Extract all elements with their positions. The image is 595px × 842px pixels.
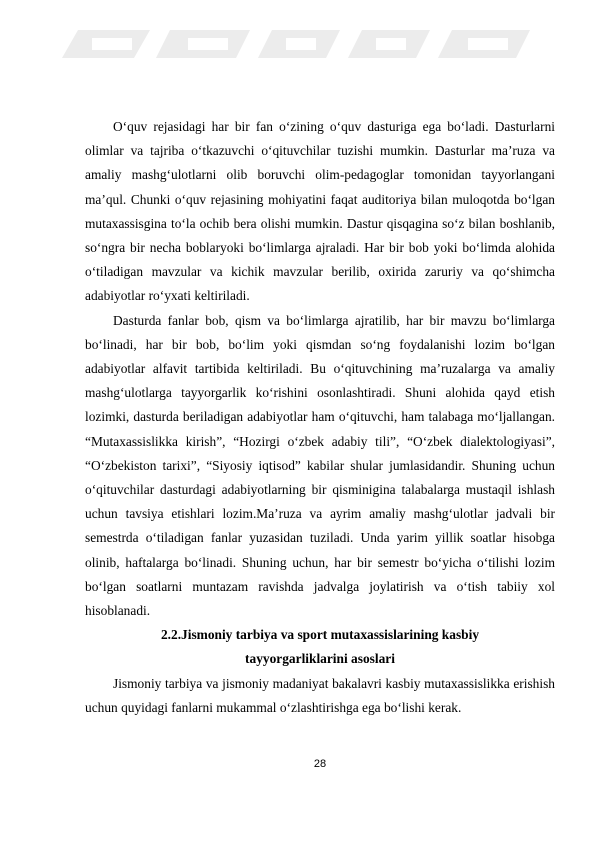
paragraph-2: Dasturda fanlar bob, qism va bo‘limlarga ajratilib, har bir mavzu bo‘limlarga bo‘linadi, har bir bob, bo‘lim yoki qismdan so‘ng foydalanishi lozim bo‘lgan adabiyotlar alfavit tartibida keltiriladi. Bu o‘qituvchining ma’ruzalarga va amaliy mashg‘ulotlarga tayyorgarlik ko‘rishini osonlashtiradi. Shuni alohida qayd etish lozimki, dasturda beriladigan adabiyotlar ham o‘qituvchi, ham talabaga mo‘ljallangan. “Mutaxassislikka kirish”, “Hozirgi o‘zbek adabiy tili”, “O‘zbek dialektologiyasi”, “O‘zbekiston tarixi”, “Siyosiy iqtisod” kabilar shular jumlasidandir. Shuning uchun o‘qituvchilar dasturdagi adabiyotlarning bir qisminigina talabalarga mustaqil ishlash uchun tavsiya etishlari lozim.Ma’ruza va ayrim amaliy mashg‘ulotlar jadvali bir semestrda o‘tiladigan fanlar yuzasidan tuziladi. Unda yarim yillik soatlar hisobga olinib, haftalarga bo‘linadi. Shuning uchun, har bir semestr bo‘yicha o‘tilishi lozim bo‘lgan soatlarni muntazam ravishda jadvalga joylatirish va o‘tish tabiiy xol hisoblanadi.	[85, 312, 555, 619]
paragraph-3: Jismoniy tarbiya va jismoniy madaniyat bakalavri kasbiy mutaxassislikka erishish uchun quyidagi fanlarni mukammal o‘zlashtirishga ega bo‘lishi kerak.	[85, 675, 555, 715]
section-heading-line-2: tayyorgarliklarini asoslari	[245, 651, 395, 667]
section-heading-line-1: 2.2.Jismoniy tarbiya va sport mutaxassislarining kasbiy	[160, 627, 480, 643]
paragraph-1: O‘quv rejasidagi har bir fan o‘zining o‘quv dasturiga ega bo‘ladi. Dasturlarni olimlar va tajriba o‘tkazuvchi o‘qituvchilar tuzishi mumkin. Dasturlar ma’ruza va amaliy mashg‘ulotlarni olib boruvchi olim-pedagoglar tomonidan tayyorlangani ma’qul. Chunki o‘quv rejasining mohiyatini faqat auditoriya bilan muloqotda bo‘lgan mutaxassisgina to‘la ochib bera olishi mumkin. Dastur qisqagina so‘z bilan boshlanib, so‘ngra bir necha boblaryoki bo‘limlarga ajraladi. Har bir bob yoki bo‘limda alohida o‘tiladigan mavzular va kichik mavzular berilib, oxirida zaruriy va qo‘shimcha adabiyotlar ro‘yxati keltiriladi.	[85, 119, 555, 304]
page-number: 28	[313, 758, 327, 770]
document-body	[85, 115, 555, 720]
